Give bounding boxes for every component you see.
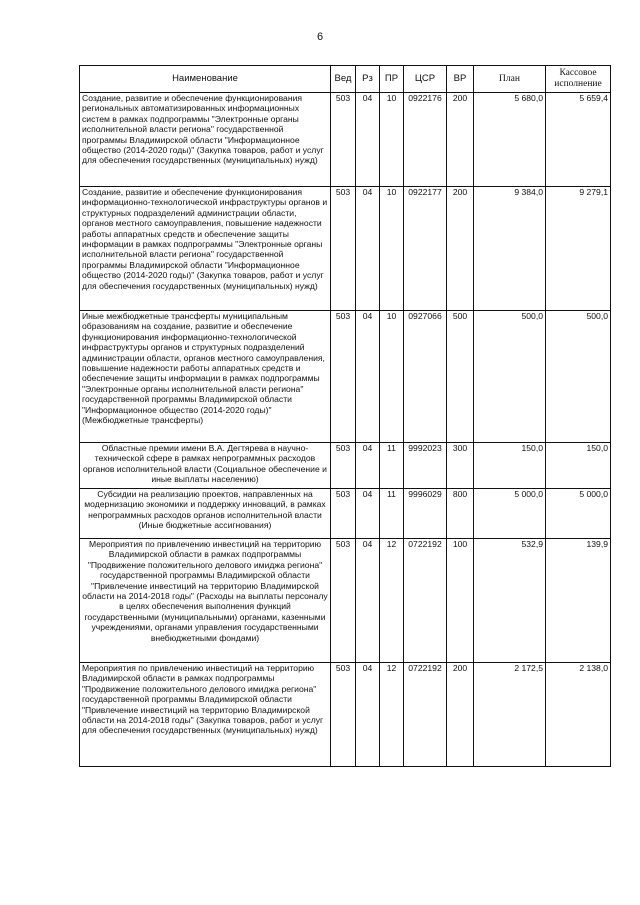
row-name: Создание, развитие и обеспечение функционирования информационно-технологической инфраструктуры органов и структурных подразделений администрации области, органов местного самоуправления, повышение надежности работы аппаратных средств и обеспечение защиты информации в рамках подпрограммы "Электронные органы исполнительной власти региона" государственной программы Владимирской области "Информационное общество (2014-2020 годы)" (Закупка товаров, работ и услуг для обеспечения государственных (муниципальных) нужд) (80, 187, 331, 311)
row-vr: 200 (447, 663, 474, 767)
row-pr: 11 (380, 489, 404, 539)
page-number: 6 (316, 31, 324, 43)
row-rz: 04 (356, 443, 380, 489)
table-row (80, 489, 611, 539)
table-row (80, 539, 611, 663)
row-vr: 500 (447, 311, 474, 443)
row-plan: 5 680,0 (474, 93, 546, 187)
header-pr: ПР (380, 66, 404, 93)
row-rz: 04 (356, 663, 380, 767)
row-pr: 12 (380, 663, 404, 767)
row-name: Областные премии имени В.А. Дегтярева в научно-технической сфере в рамках непрограммных расходов органов исполнительной власти (Социальное обеспечение и иные выплаты населению) (80, 443, 331, 489)
row-ved: 503 (331, 187, 356, 311)
row-plan: 500,0 (474, 311, 546, 443)
row-vr: 200 (447, 93, 474, 187)
row-rz: 04 (356, 93, 380, 187)
row-exec: 500,0 (546, 311, 611, 443)
row-pr: 10 (380, 93, 404, 187)
row-name: Создание, развитие и обеспечение функционирования региональных автоматизированных информационных систем в рамках подпрограммы "Электронные органы исполнительной власти региона" государственной программы Владимирской области "Информационное общество (2014-2020 годы)" (Закупка товаров, работ и услуг для обеспечения государственных (муниципальных) нужд) (80, 93, 331, 187)
row-vr: 800 (447, 489, 474, 539)
row-rz: 04 (356, 539, 380, 663)
table-row (80, 93, 611, 187)
row-vr: 100 (447, 539, 474, 663)
header-rz: Рз (356, 66, 380, 93)
row-pr: 12 (380, 539, 404, 663)
row-ved: 503 (331, 311, 356, 443)
row-rz: 04 (356, 311, 380, 443)
table-row (80, 311, 611, 443)
row-rz: 04 (356, 187, 380, 311)
row-name: Субсидии на реализацию проектов, направленных на модернизацию экономики и поддержку инноваций, в рамках непрограммных расходов органов исполнительной власти (Иные бюджетные ассигнования) (80, 489, 331, 539)
row-ved: 503 (331, 663, 356, 767)
row-name: Мероприятия по привлечению инвестиций на территорию Владимирской области в рамках подпрограммы "Продвижение положительного делового имиджа региона" государственной программы Владимирской области "Привлечение инвестиций на территорию Владимирской области на 2014-2018 годы" (Закупка товаров, работ и услуг для обеспечения государственных (муниципальных) нужд) (80, 663, 331, 767)
row-exec: 150,0 (546, 443, 611, 489)
row-ved: 503 (331, 489, 356, 539)
row-vr: 200 (447, 187, 474, 311)
header-plan: План (474, 66, 546, 93)
row-csr: 0722192 (404, 663, 447, 767)
table-row (80, 187, 611, 311)
row-name: Иные межбюджетные трансферты муниципальным образованиям на создание, развитие и обеспечение функционирования информационно-технологической инфраструктуры органов и структурных подразделений администрации области, органов местного самоуправления, повышение надежности работы аппаратных средств и обеспечение защиты информации в рамках подпрограммы "Электронные органы исполнительной власти региона" государственной программы Владимирской области "Информационное общество (2014-2020 годы)" (Межбюджетные трансферты) (80, 311, 331, 443)
row-plan: 5 000,0 (474, 489, 546, 539)
budget-table (79, 65, 611, 767)
row-exec: 5 000,0 (546, 489, 611, 539)
row-csr: 0927066 (404, 311, 447, 443)
row-rz: 04 (356, 489, 380, 539)
row-exec: 139,9 (546, 539, 611, 663)
row-csr: 9992023 (404, 443, 447, 489)
table-row (80, 443, 611, 489)
row-exec: 9 279,1 (546, 187, 611, 311)
row-ved: 503 (331, 443, 356, 489)
table-header-row (80, 66, 611, 93)
row-csr: 9996029 (404, 489, 447, 539)
row-pr: 10 (380, 187, 404, 311)
row-name: Мероприятия по привлечению инвестиций на территорию Владимирской области в рамках подпрограммы "Продвижение положительного делового имиджа региона" государственной программы Владимирской области "Привлечение инвестиций на территорию Владимирской области на 2014-2018 годы" (Расходы на выплаты персоналу в целях обеспечения выполнения функций государственными (муниципальными) органами, казенными учреждениями, органами управления государственными внебюджетными фондами) (80, 539, 331, 663)
row-ved: 503 (331, 93, 356, 187)
row-csr: 0922177 (404, 187, 447, 311)
row-plan: 2 172,5 (474, 663, 546, 767)
row-pr: 11 (380, 443, 404, 489)
table-row (80, 663, 611, 767)
row-ved: 503 (331, 539, 356, 663)
row-plan: 150,0 (474, 443, 546, 489)
row-plan: 532,9 (474, 539, 546, 663)
header-csr: ЦСР (404, 66, 447, 93)
header-exec: Кассовое исполнение (546, 66, 611, 93)
row-pr: 10 (380, 311, 404, 443)
header-ved: Вед (331, 66, 356, 93)
header-vr: ВР (447, 66, 474, 93)
header-name: Наименование (80, 66, 331, 93)
row-vr: 300 (447, 443, 474, 489)
row-plan: 9 384,0 (474, 187, 546, 311)
row-exec: 5 659,4 (546, 93, 611, 187)
row-csr: 0722192 (404, 539, 447, 663)
row-exec: 2 138,0 (546, 663, 611, 767)
row-csr: 0922176 (404, 93, 447, 187)
